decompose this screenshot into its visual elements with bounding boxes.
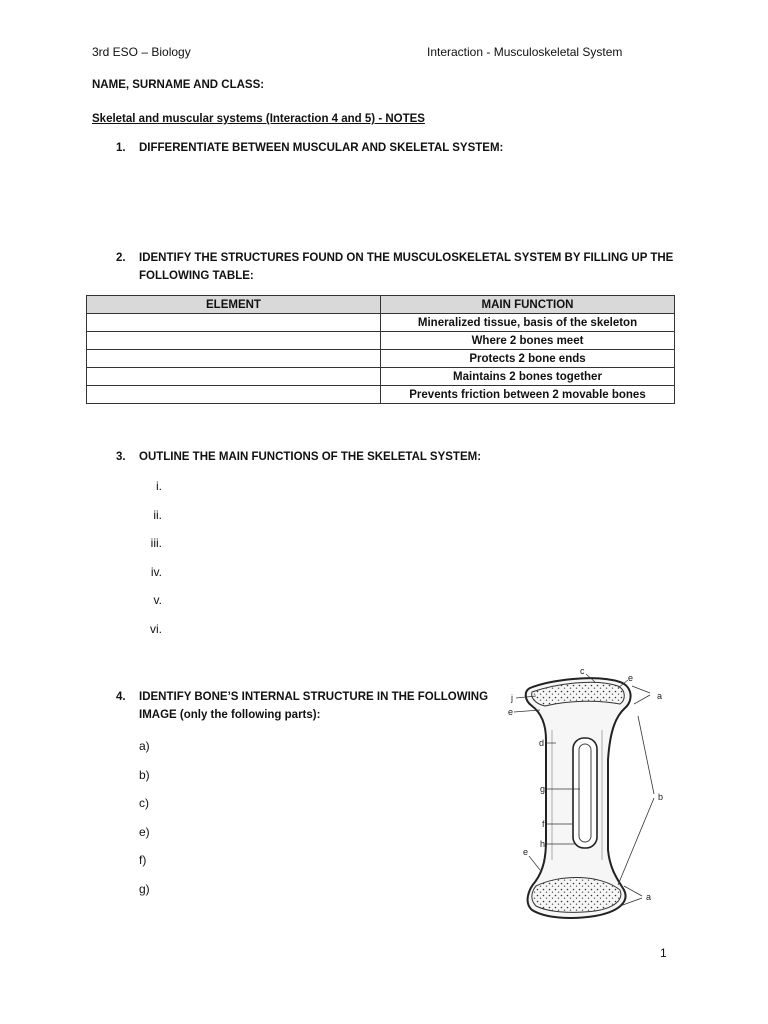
bone-structure-diagram: [500, 660, 680, 925]
table-header-function: MAIN FUNCTION: [381, 296, 675, 314]
q4-line2: IMAGE (only the following parts):: [139, 709, 321, 721]
table-row: [87, 386, 675, 404]
function-cell: Where 2 bones meet: [381, 332, 675, 350]
bone-part-label: b): [139, 768, 150, 782]
header-left: 3rd ESO – Biology: [92, 45, 191, 59]
header-right: Interaction - Musculoskeletal System: [427, 45, 623, 59]
bone-part-label: a): [139, 739, 150, 753]
leader-line: [529, 856, 540, 870]
page-number: 1: [660, 946, 667, 960]
q2-line2: FOLLOWING TABLE:: [139, 270, 254, 282]
label-f: f: [542, 819, 545, 829]
structures-table: [86, 295, 675, 404]
label-e-bottom: e: [523, 847, 529, 857]
label-a-bottom: a: [646, 892, 652, 902]
bracket-a-top: [632, 686, 650, 704]
q3-text: OUTLINE THE MAIN FUNCTIONS OF THE SKELETAL SYSTEM:: [139, 451, 482, 463]
bone-part-label: c): [139, 796, 149, 810]
function-cell: Prevents friction between 2 movable bones: [381, 386, 675, 404]
element-cell[interactable]: [87, 314, 381, 332]
bone-part-label: e): [139, 825, 150, 839]
bracket-b: [618, 716, 654, 885]
function-item-label: ii.: [153, 508, 162, 522]
name-line: NAME, SURNAME AND CLASS:: [92, 79, 265, 91]
q1-number: 1.: [116, 142, 126, 154]
label-c: c: [580, 666, 585, 676]
table-row: [87, 350, 675, 368]
function-item-label: vi.: [150, 622, 162, 636]
label-a-top: a: [657, 691, 663, 701]
label-b: b: [658, 792, 664, 802]
function-cell: Maintains 2 bones together: [381, 368, 675, 386]
function-cell: Mineralized tissue, basis of the skeleton: [381, 314, 675, 332]
table-row: [87, 332, 675, 350]
table-header-row: [87, 296, 675, 314]
bottom-spongy-bone: [532, 877, 621, 912]
label-g: g: [540, 784, 546, 794]
function-item-label: v.: [153, 593, 162, 607]
label-e-left: e: [508, 707, 514, 717]
label-e-top: e: [628, 673, 634, 683]
element-cell[interactable]: [87, 332, 381, 350]
q4-line1: IDENTIFY BONE’S INTERNAL STRUCTURE IN THE FOLLOWING: [139, 691, 489, 703]
function-item-label: i.: [156, 479, 162, 493]
section-title: Skeletal and muscular systems (Interaction 4 and 5) - NOTES: [92, 113, 425, 125]
element-cell[interactable]: [87, 350, 381, 368]
q2-line1: IDENTIFY THE STRUCTURES FOUND ON THE MUSCULOSKELETAL SYSTEM BY FILLING UP THE: [139, 252, 674, 264]
q1-text: DIFFERENTIATE BETWEEN MUSCULAR AND SKELETAL SYSTEM:: [139, 142, 504, 154]
label-d: d: [539, 738, 545, 748]
q2-number: 2.: [116, 252, 126, 264]
function-cell: Protects 2 bone ends: [381, 350, 675, 368]
table-row: [87, 368, 675, 386]
table-row: [87, 314, 675, 332]
table-header-element: ELEMENT: [87, 296, 381, 314]
function-item-label: iv.: [150, 565, 162, 579]
element-cell[interactable]: [87, 386, 381, 404]
q4-number: 4.: [116, 691, 126, 703]
function-item-label: iii.: [150, 536, 162, 550]
bone-part-label: f): [139, 853, 147, 867]
label-h: h: [540, 839, 546, 849]
q3-number: 3.: [116, 451, 126, 463]
bone-part-label: g): [139, 882, 150, 896]
element-cell[interactable]: [87, 368, 381, 386]
label-j: j: [511, 693, 513, 703]
medullary-cavity-inner: [579, 744, 591, 842]
